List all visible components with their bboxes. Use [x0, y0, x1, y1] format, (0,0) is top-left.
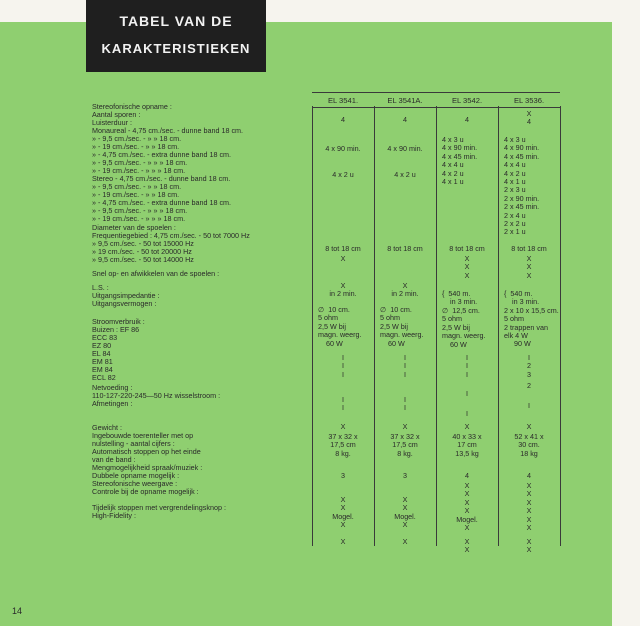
row-label: Gewicht : [92, 423, 122, 432]
table-cell: 52 x 41 x 30 cm. 18 kg [514, 432, 544, 458]
table-cell: X X X [464, 254, 470, 280]
table-cell: X [464, 422, 470, 431]
table-cell: X X [464, 537, 470, 555]
table-cell: X [402, 281, 408, 290]
table-cell: I I I [404, 353, 406, 379]
row-label: ECL 82 [92, 373, 116, 382]
row-label: Afmetingen : [92, 399, 133, 408]
row-label: » - 9,5 cm./sec. - » » » 18 cm. [92, 206, 188, 215]
row-label: Stereofonische opname : [92, 102, 172, 111]
table-cell: X X X X Mogel. X [456, 481, 478, 533]
row-label: Frequentiegebied : 4,75 cm./sec. - 50 tot 7000 Hz [92, 231, 250, 240]
row-label: Monaureal - 4,75 cm./sec. - dunne band 18 cm. [92, 126, 244, 135]
row-label: Uitgangsimpedantie : [92, 291, 160, 300]
table-cell: I I [342, 395, 344, 413]
row-label: Stroomverbruik : [92, 317, 145, 326]
row-label: L.S. : [92, 283, 109, 292]
row-label: nulstelling - aantal cijfers : [92, 439, 175, 448]
table-cell: 4 x 90 min. [387, 144, 423, 153]
row-label: Aantal sporen : [92, 110, 141, 119]
row-label: » - 19 cm./sec. - » » 18 cm. [92, 142, 180, 151]
table-cell: { 540 m. in 3 min. [442, 289, 478, 307]
row-label: ECC 83 [92, 333, 118, 342]
table-cell: 3 [403, 471, 407, 480]
table-cell: X X X [526, 254, 532, 280]
row-label: » - 19 cm./sec. - » » » 18 cm. [92, 166, 186, 175]
table-cell: 4 x 3 u 4 x 90 min. 4 x 45 min. 4 x 4 u 4 x 2 u 4 x 1 u [442, 135, 478, 187]
row-label: Snel op- en afwikkelen van de spoelen : [92, 269, 220, 278]
table-cell: ∅ 10 cm. 5 ohm 2,5 W bij magn. weerg. 60 W [318, 305, 362, 348]
row-label: EZ 80 [92, 341, 112, 350]
row-label: Stereofonische weergave : [92, 479, 178, 488]
table-cell: 4 x 2 u [332, 170, 354, 179]
row-label: » - 9,5 cm./sec. - » » 18 cm. [92, 182, 182, 191]
row-label: 110-127-220-245—50 Hz wisselstroom : [92, 391, 221, 400]
table-cell: in 2 min. [329, 289, 357, 298]
table-cell: X [526, 422, 532, 431]
table-cell: in 2 min. [391, 289, 419, 298]
table-cell: 2 [527, 381, 531, 390]
table-cell: 4 [465, 115, 469, 124]
table-cell: I [466, 389, 468, 398]
column-header: EL 3541. [327, 96, 359, 105]
table-cell: ∅ 10 cm. 5 ohm 2,5 W bij magn. weerg. 60 W [380, 305, 424, 348]
table-cell: X [402, 537, 408, 546]
row-label: Luisterduur : [92, 118, 132, 127]
table-cell: ∅ 12,5 cm. 5 ohm 2,5 W bij magn. weerg. 60 W [442, 306, 486, 349]
row-label: Ingebouwde toerenteller met op [92, 431, 194, 440]
table-cell: 4 x 3 u 4 x 90 min. 4 x 45 min. 4 x 4 u 4 x 2 u 4 x 1 u 2 x 3 u 2 x 90 min. 2 x 45 min. 2 x 4 u 2 x 2 u 2 x 1 u [504, 135, 540, 237]
table-cell: I I I [466, 353, 468, 379]
table-cell: X 4 [526, 109, 532, 127]
row-label: EM 84 [92, 365, 113, 374]
row-label: van de band : [92, 455, 136, 464]
table-cell: 8 tot 18 cm [387, 244, 423, 253]
row-label: EM 81 [92, 357, 113, 366]
row-label: » - 4,75 cm./sec. - extra dunne band 18 cm. [92, 198, 232, 207]
table-cell: 4 [341, 115, 345, 124]
row-label: » - 4,75 cm./sec. - extra dunne band 18 cm. [92, 150, 232, 159]
row-label: » 9,5 cm./sec. - 50 tot 15000 Hz [92, 239, 194, 248]
row-label: Netvoeding : [92, 383, 133, 392]
table-cell: X X Mogel. X [394, 495, 416, 530]
table-cell: 8 tot 18 cm [325, 244, 361, 253]
row-label: EL 84 [92, 349, 111, 358]
title-box [86, 0, 266, 72]
page-number: 14 [12, 606, 23, 616]
table-cell: 40 x 33 x 17 cm 13,5 kg [452, 432, 482, 458]
row-label: Automatisch stoppen op het einde [92, 447, 201, 456]
table-cell: X [402, 422, 408, 431]
table-cell: 4 x 2 u [394, 170, 416, 179]
column-rule [560, 106, 561, 546]
table-cell: X [340, 422, 346, 431]
column-header: EL 3542. [451, 96, 483, 105]
row-label: » - 19 cm./sec. - » » 18 cm. [92, 190, 180, 199]
row-label: Uitgangsvermogen : [92, 299, 157, 308]
row-label: Stereo - 4,75 cm./sec. - dunne band 18 cm. [92, 174, 231, 183]
table-cell: X [340, 254, 346, 263]
table-cell: 37 x 32 x 17,5 cm 8 kg. [328, 432, 358, 458]
table-cell: 4 [403, 115, 407, 124]
table-cell: 8 tot 18 cm [511, 244, 547, 253]
table-cell: I [528, 401, 530, 410]
table-cell: I 2 3 [527, 353, 531, 379]
row-label: Tijdelijk stoppen met vergrendelingsknop : [92, 503, 226, 512]
row-label: » 9,5 cm./sec. - 50 tot 14000 Hz [92, 255, 194, 264]
table-cell: X X Mogel. X [332, 495, 354, 530]
table-cell: X [340, 281, 346, 290]
row-label: High-Fidelity : [92, 511, 136, 520]
row-label: Dubbele opname mogelijk : [92, 471, 180, 480]
table-cell: I I [404, 395, 406, 413]
column-header: EL 3536. [513, 96, 545, 105]
table-cell: 4 [527, 471, 531, 480]
row-label: » - 19 cm./sec. - » » » 18 cm. [92, 214, 186, 223]
table-cell: X X X X X X [526, 481, 532, 533]
table-cell: 3 [341, 471, 345, 480]
table-cell: 8 tot 18 cm [449, 244, 485, 253]
table-cell: 4 [465, 471, 469, 480]
row-label: » - 9,5 cm./sec. - » » » 18 cm. [92, 158, 188, 167]
table-cell: I [466, 409, 468, 418]
row-label: Diameter van de spoelen : [92, 223, 176, 232]
page-title-line2: KARAKTERISTIEKEN [101, 41, 251, 56]
row-label: Controle bij de opname mogelijk : [92, 487, 199, 496]
column-header: EL 3541A. [387, 96, 423, 105]
row-label: Mengmogelijkheid spraak/muziek : [92, 463, 203, 472]
table-cell: I I I [342, 353, 344, 379]
table-cell: X [340, 537, 346, 546]
table-cell: { 540 m. in 3 min. 2 x 10 x 15,5 cm. 5 ohm 2 trappen van elk 4 W 90 W [504, 289, 559, 349]
page-title-line1: TABEL VAN DE [119, 13, 233, 29]
row-label: Buizen : EF 86 [92, 325, 140, 334]
table-cell: 37 x 32 x 17,5 cm 8 kg. [390, 432, 420, 458]
row-label: » 19 cm./sec. - 50 tot 20000 Hz [92, 247, 192, 256]
row-label: » - 9,5 cm./sec. - » » 18 cm. [92, 134, 182, 143]
table-cell: 4 x 90 min. [325, 144, 361, 153]
table-cell: X X [526, 537, 532, 555]
